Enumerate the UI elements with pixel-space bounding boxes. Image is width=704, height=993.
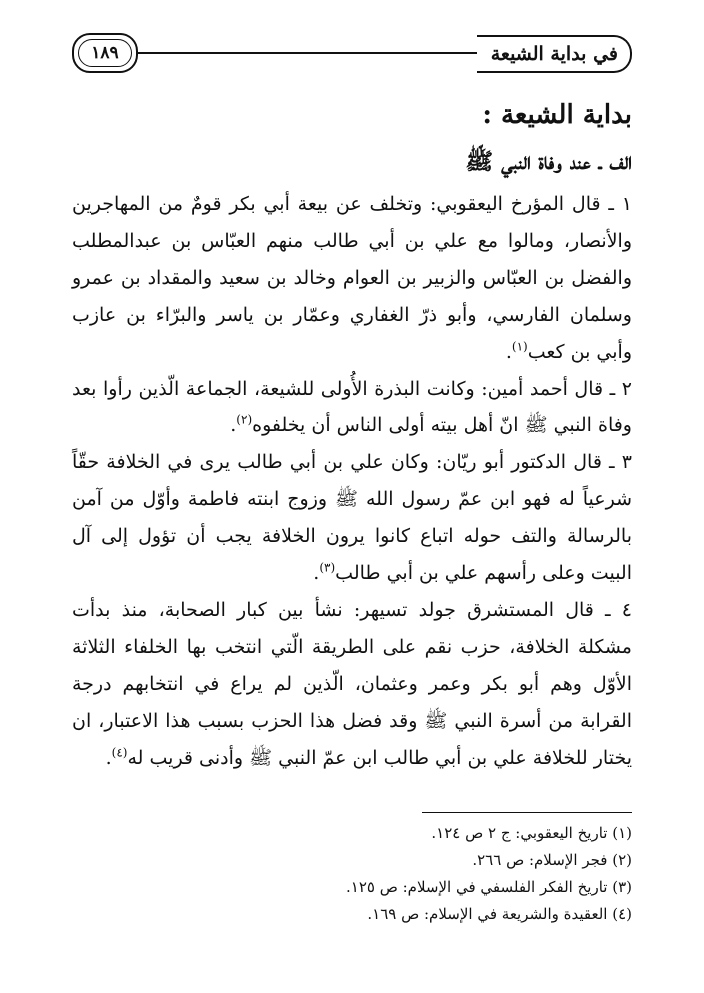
running-head-title: في بداية الشيعة	[477, 35, 632, 73]
paragraph-1-end: .	[505, 340, 512, 363]
paragraph-3-end: .	[313, 562, 320, 585]
page-number-badge	[72, 33, 138, 73]
running-header	[72, 33, 632, 73]
page-number-badge-inner-border	[78, 39, 132, 67]
footnote-3: (٣) تاريخ الفكر الفلسفي في الإسلام: ص ١٢٥.	[346, 878, 632, 896]
paragraph-3	[72, 444, 632, 592]
footnote-ref-3: (٣)	[319, 560, 336, 575]
footnote-4: (٤) العقيدة والشريعة في الإسلام: ص ١٦٩.	[367, 905, 632, 923]
paragraph-4	[72, 592, 632, 777]
paragraph-3-text: ٣ ـ قال الدكتور أبو ريّان: وكان علي بن أبي طالب يرى في الخلافة حقّاً شرعياً له فهو ابن عمّ رسول الله ﷺ وزوج ابنته فاطمة وأوّل من آمن بالرسالة والتف حوله اتباع كانوا يرون الخلافة يجب أن تؤول إلى آل البيت وعلى رأسهم علي بن أبي طالب	[72, 451, 632, 585]
paragraph-1	[72, 186, 632, 371]
footnote-1: (١) تاريخ اليعقوبي: ج ٢ ص ١٢٤.	[431, 824, 632, 842]
section-title: بداية الشيعة :	[482, 100, 632, 130]
footnote-ref-2: (٢)	[236, 413, 253, 428]
paragraph-4-text: ٤ ـ قال المستشرق جولد تسيهر: نشأ بين كبار الصحابة، منذ بدأت مشكلة الخلافة، حزب نقم على الطريقة الّتي انتخب بها الخلفاء الثلاثة الأوّل وهم أبو بكر وعمر وعثمان، الّذين لم يراع في انتخابهم درجة القرابة من أسرة النبي ﷺ وقد فضل هذا الحزب بسبب هذا الاعتبار، ان يختار للخلافة علي بن أبي طالب ابن عمّ النبي ﷺ وأدنى قريب له	[72, 598, 632, 769]
subsection-title: الف ـ عند وفاة النبي ﷺ	[465, 148, 632, 175]
paragraph-1-text: ١ ـ قال المؤرخ اليعقوبي: وتخلف عن بيعة أبي بكر قومٌ من المهاجرين والأنصار، ومالوا مع علي بن أبي طالب منهم العبّاس بن عبدالمطلب والفضل بن العبّاس والزبير بن العوام وخالد بن سعيد والمقداد بن عمرو وسلمان الفارسي، وأبو ذرّ الغفاري وعمّار بن ياسر والبرّاء بن عازب وأبي بن كعب	[72, 193, 632, 363]
page-number: ١٨٩	[91, 43, 119, 63]
paragraph-2	[72, 371, 632, 445]
footnote-ref-1: (١)	[511, 339, 528, 354]
footnote-ref-4: (٤)	[111, 745, 128, 760]
paragraph-2-text: ٢ ـ قال أحمد أمين: وكانت البذرة الأُولى للشيعة، الجماعة الّذين رأوا بعد وفاة النبي ﷺ انّ أهل بيته أولى الناس أن يخلفوه	[72, 377, 632, 437]
paragraph-4-end: .	[105, 746, 112, 769]
body-text	[72, 186, 632, 777]
footnote-2: (٢) فجر الإسلام: ص ٢٦٦.	[472, 851, 632, 869]
footnotes	[72, 820, 632, 928]
footnote-separator	[422, 812, 632, 813]
paragraph-2-end: .	[230, 414, 237, 437]
